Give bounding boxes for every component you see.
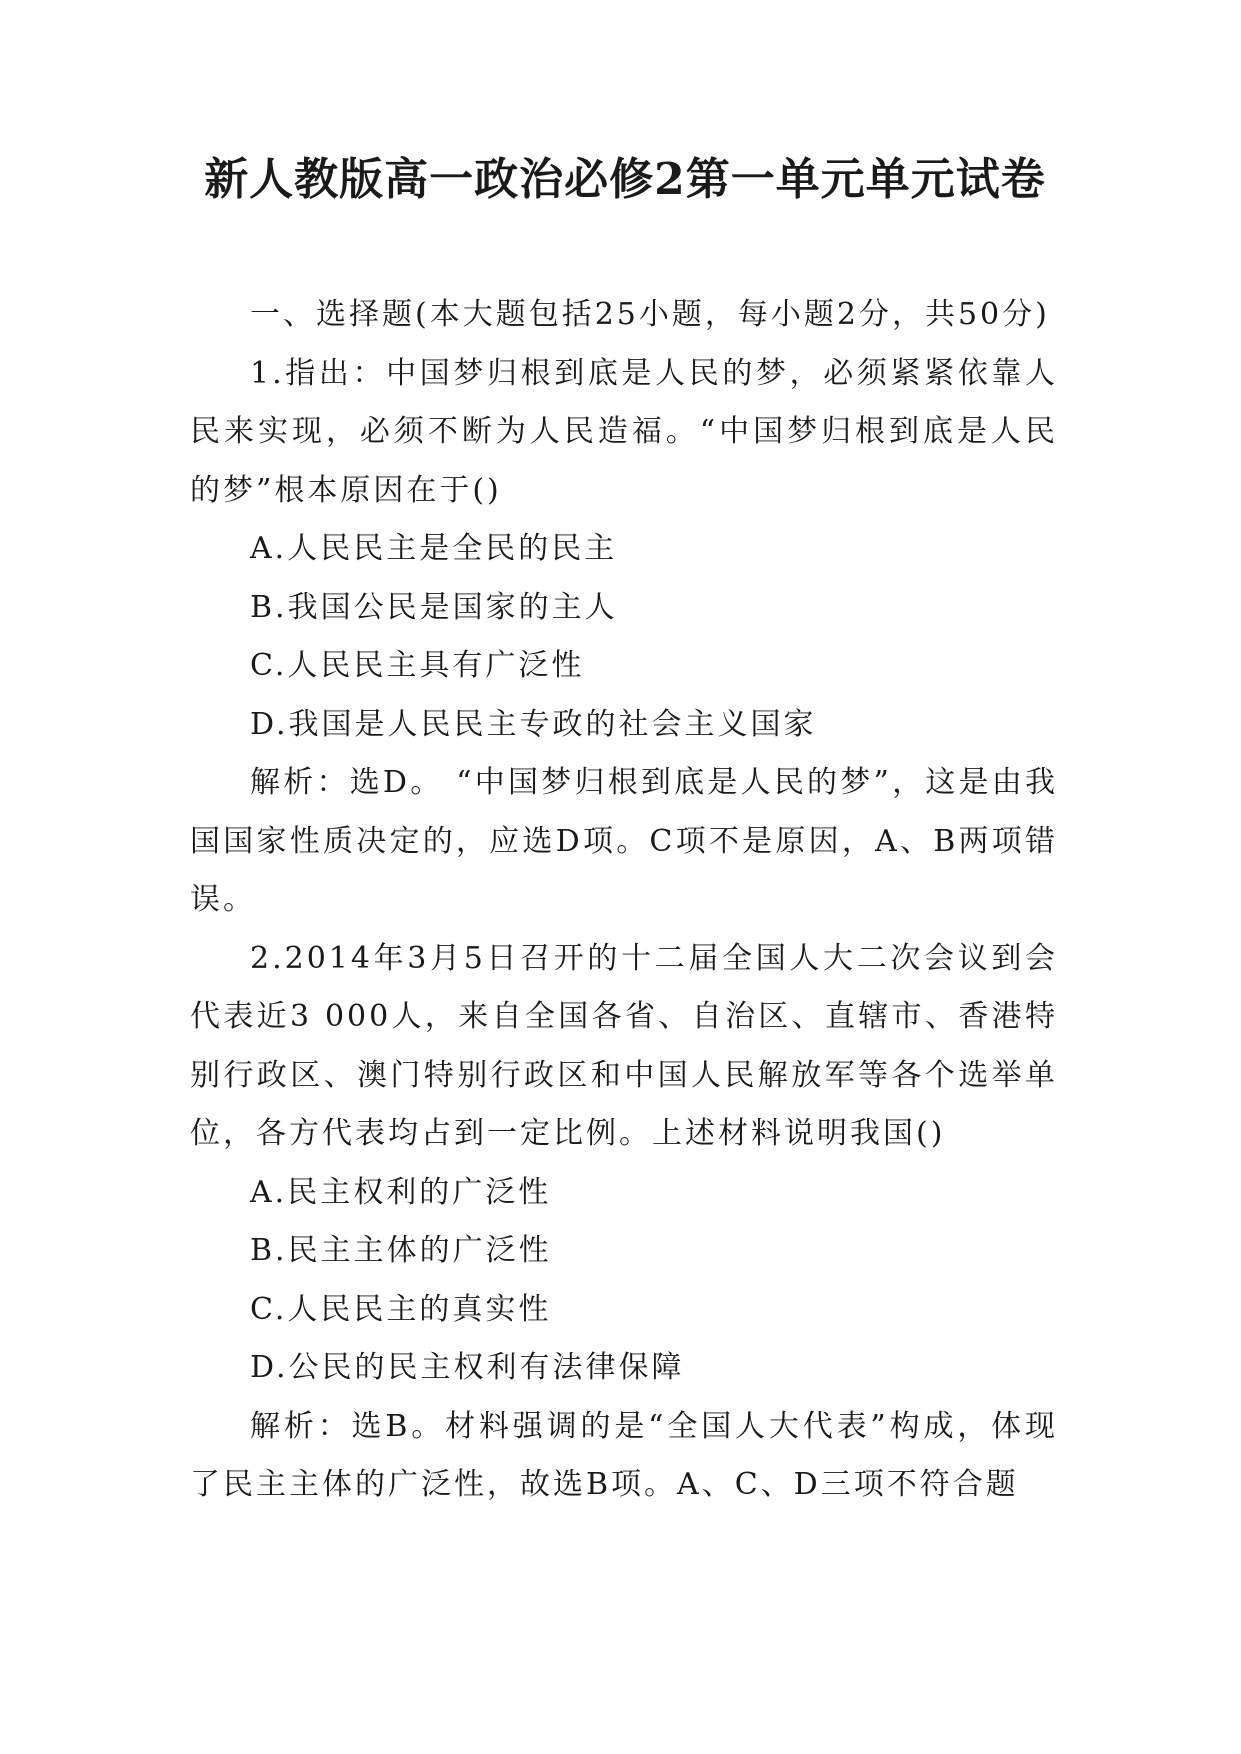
question-1-option-d: D.我国是人民民主专政的社会主义国家	[250, 706, 817, 742]
question-2-option-d: D.公民的民主权利有法律保障	[250, 1350, 685, 1385]
question-1-option-a: A.人民民主是全民的民主	[250, 531, 618, 566]
question-1-option-c: C.人民民主具有广泛性	[250, 648, 585, 683]
question-2-option-c: C.人民民主的真实性	[250, 1291, 552, 1327]
question-1-option-b: B.我国公民是国家的主人	[250, 589, 618, 625]
question-1-analysis: 解析：选D。 “中国梦归根到底是人民的梦”，这是由我国国家性质决定的，应选D项。C项不是原因，A、B两项错误。	[190, 765, 1058, 917]
document-title: 新人教版高一政治必修2第一单元单元试卷	[204, 154, 1046, 205]
document-body	[190, 286, 1058, 1515]
question-2-option-b: B.民主主体的广泛性	[250, 1233, 552, 1268]
question-2-analysis: 解析：选B。材料强调的是“全国人大代表”构成，体现了民主主体的广泛性，故选B项。A、C、D三项不符合题	[190, 1408, 1058, 1502]
question-2-stem: 2.2014年3月5日召开的十二届全国人大二次会议到会代表近3 000人，来自全国各省、自治区、直辖市、香港特别行政区、澳门特别行政区和中国人民解放军等各个选举单位，各方代表均占到一定比例。上述材料说明我国()	[190, 940, 1058, 1151]
question-1-stem: 1.指出：中国梦归根到底是人民的梦，必须紧紧依靠人民来实现，必须不断为人民造福。“中国梦归根到底是人民的梦”根本原因在于()	[190, 355, 1058, 508]
question-2-option-a: A.民主权利的广泛性	[250, 1174, 552, 1210]
section-heading: 一、选择题(本大题包括25小题，每小题2分，共50分)	[250, 297, 1050, 332]
